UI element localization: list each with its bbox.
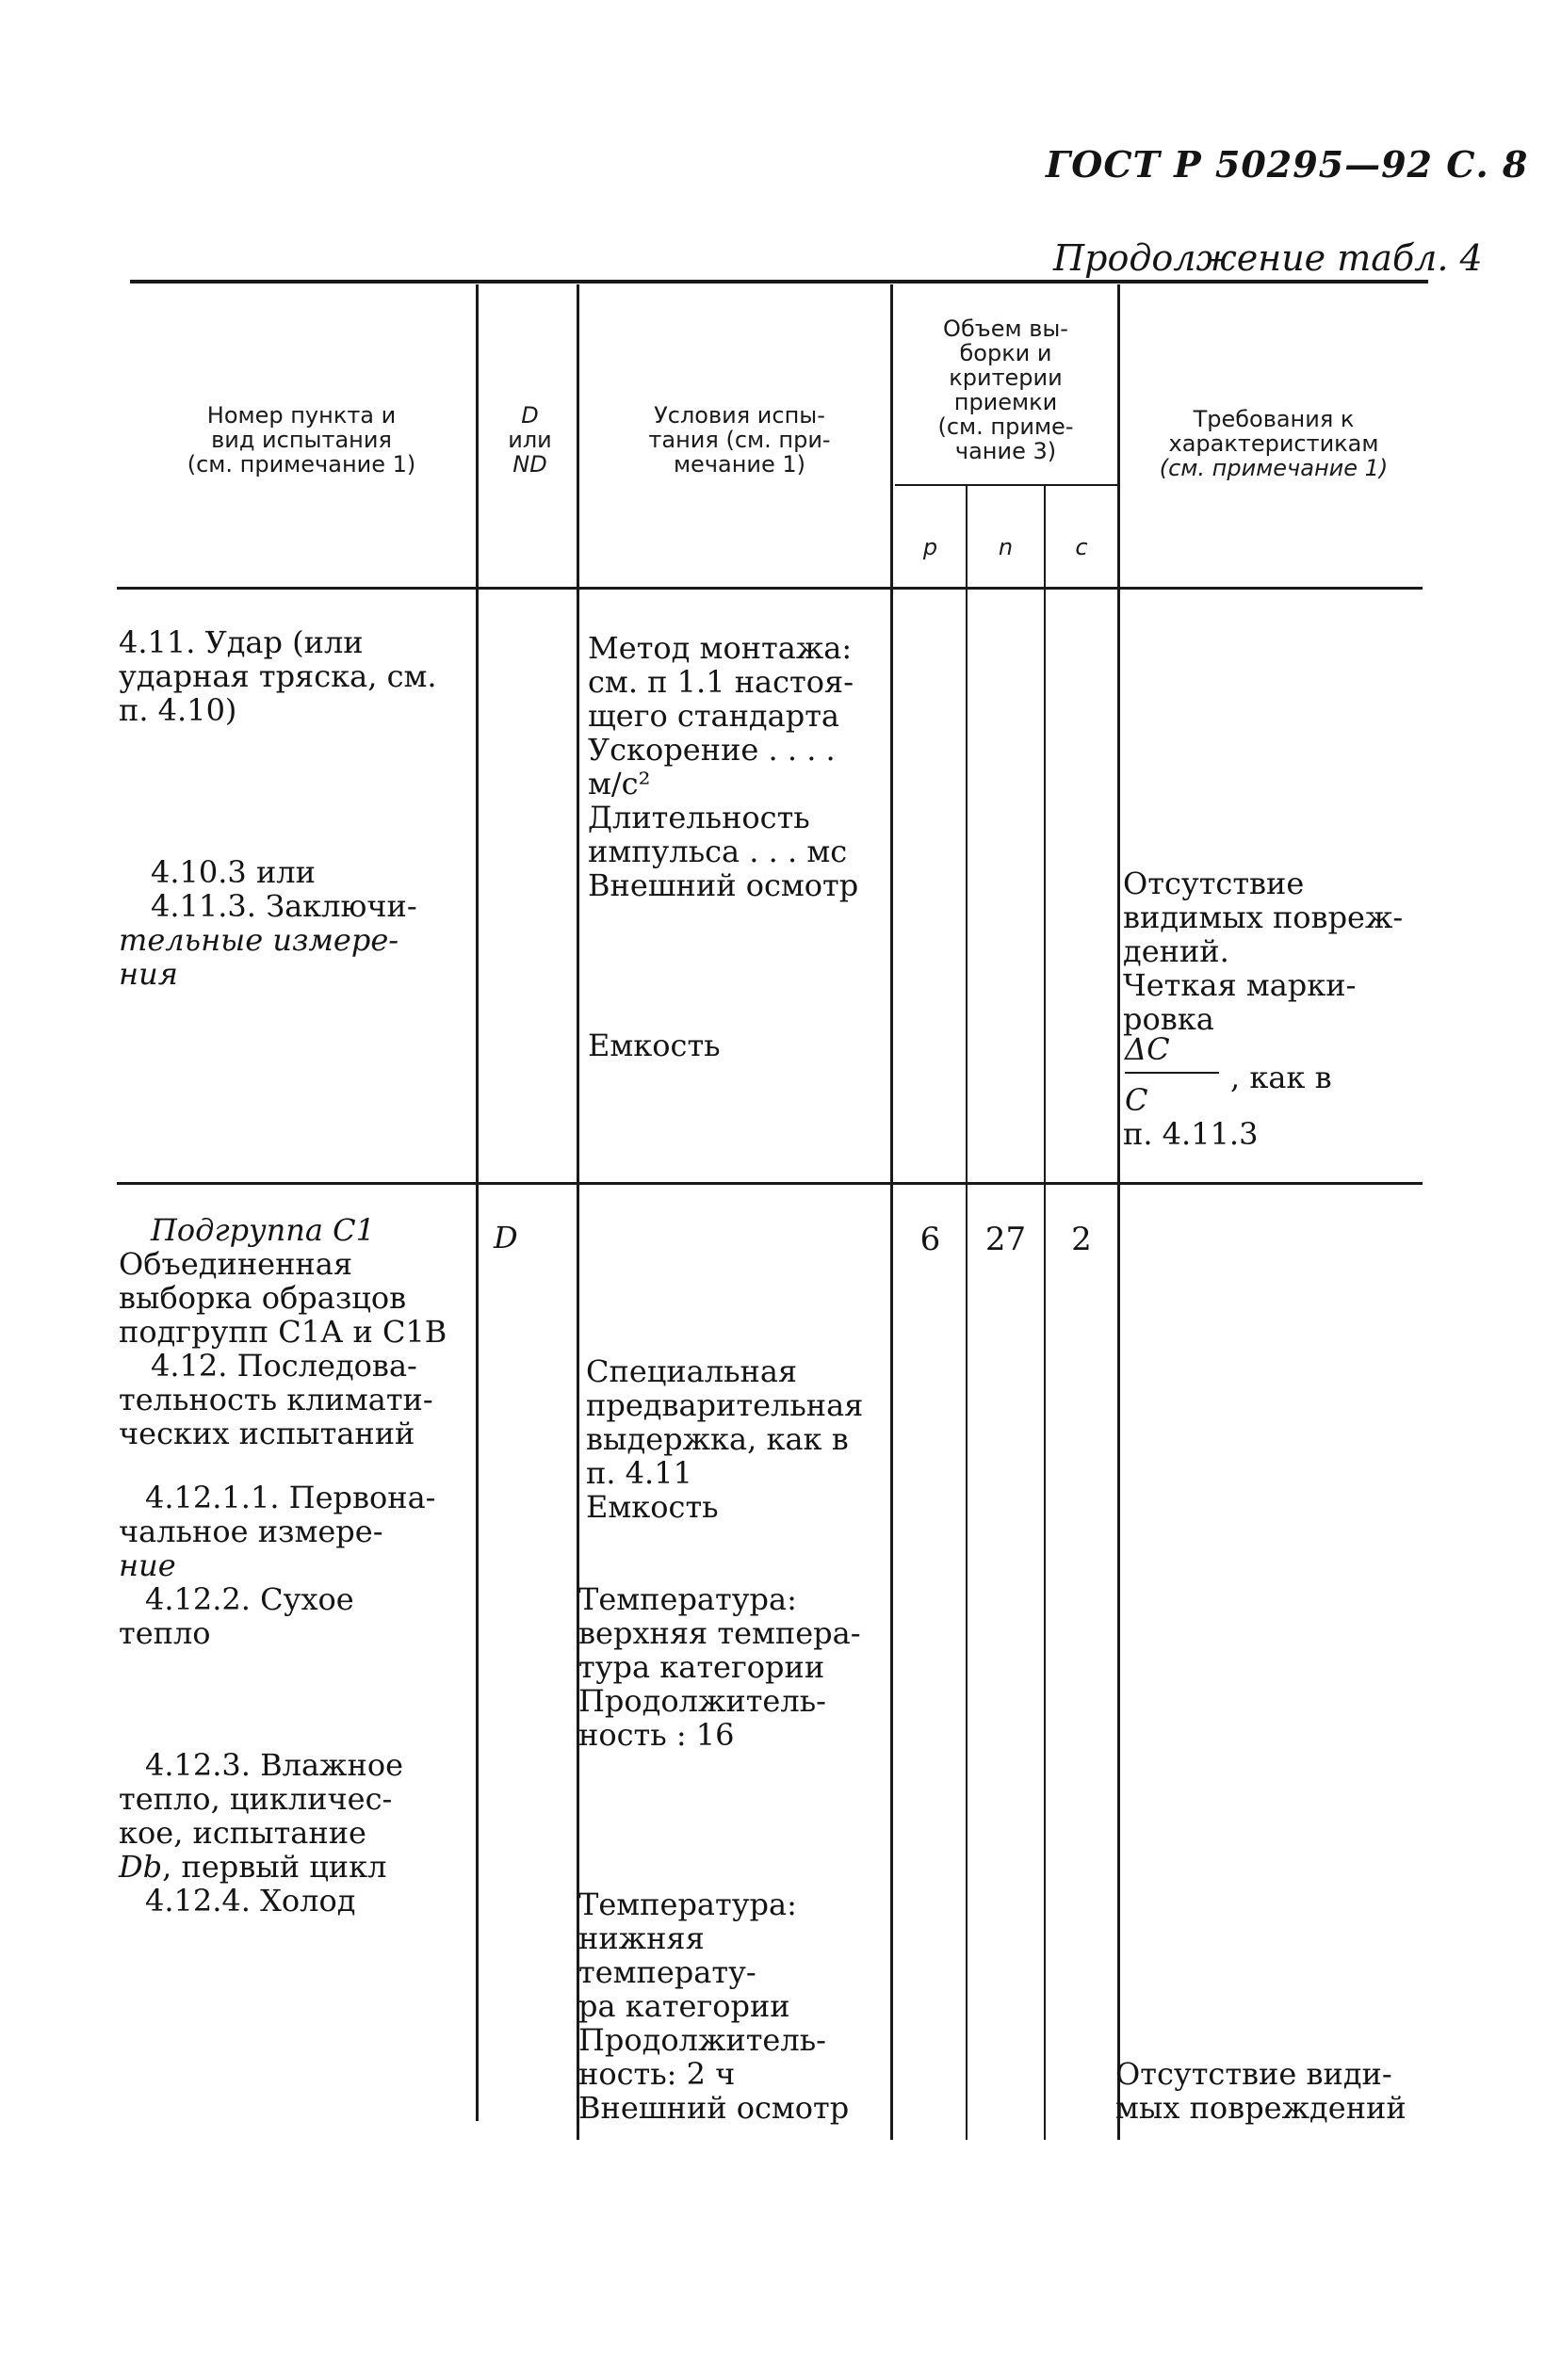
header-sample: Объем вы- борки и критерии приемки (см. приме- чание 3) [937, 316, 1074, 464]
item-4-10-3: 4.10.3 или 4.11.3. Заключи- [151, 854, 417, 924]
col-rule-3 [890, 284, 893, 2140]
item-4-11: 4.11. Удар (или ударная тряска, см. п. 4.10) [119, 624, 437, 728]
d-value: D [494, 1220, 518, 1255]
conditions-shock: Метод монтажа: см. п 1.1 настоя- щего стандарта Ускорение . . . . м/с² Длительность импульса . . . мс Внешний осмотр [588, 630, 859, 903]
item-combined-sample: Объединенная выборка образцов подгрупп С1А и С1В 4.12. Последова- тельность климати- ческих испытаний [119, 1246, 447, 1451]
sample-subheader-rule [895, 484, 1117, 486]
subgroup-title: Подгруппа С1 [151, 1212, 375, 1248]
fraction-bar [1125, 1072, 1219, 1074]
header-conditions: Условия испы- тания (см. при- мечание 1) [648, 402, 831, 478]
top-rule [130, 280, 1428, 283]
block-divider-rule [117, 1182, 1423, 1185]
col-rule-2 [577, 284, 579, 2140]
header-d-nd: D или ND [508, 402, 552, 478]
item-final-measurements: тельные измере- ния [119, 922, 399, 992]
p-value: 6 [919, 1221, 941, 1258]
header-bottom-rule [117, 587, 1423, 590]
col-rule-5 [1044, 486, 1046, 2140]
conditions-capacitance: Емкость [588, 1028, 721, 1063]
header-p: p [922, 534, 938, 560]
header-c: c [1075, 534, 1088, 560]
requirements-block1: Отсутствие видимых повреж- дений. Четкая марки- ровка [1123, 866, 1404, 1037]
item-4-12-1-1: 4.12.1.1. Первона- чальное измере- ние 4.12.2. Сухое тепло [119, 1480, 436, 1651]
header-n: n [998, 534, 1014, 560]
conditions-cold: Температура: нижняя температу- ра категории Продолжитель- ность: 2 ч Внешний осмотр [578, 1886, 850, 2126]
header-item: Номер пункта и вид испытания (см. примечание 1) [187, 402, 416, 478]
requirements-ref: п. 4.11.3 [1123, 1116, 1259, 1152]
col-rule-4 [966, 486, 968, 2140]
item-4-12-3: 4.12.3. Влажное тепло, цикличес- кое, испытание Db, первый цикл 4.12.4. Холод [119, 1747, 404, 1919]
requirements-block2: Отсутствие види- мых повреждений [1115, 2056, 1407, 2126]
c-value: 2 [1071, 1221, 1092, 1258]
fraction-tail: , как в [1230, 1060, 1332, 1095]
col-rule-1 [476, 284, 479, 2121]
page-header: ГОСТ Р 50295—92 С. 8 [1046, 143, 1529, 186]
fraction-denominator: C [1125, 1082, 1148, 1118]
fraction-numerator: ΔC [1125, 1031, 1170, 1067]
header-requirements: Требования к характеристикам (см. примечание 1) [1159, 406, 1389, 481]
conditions-dry-heat: Температура: верхняя темпера- тура категории Продолжитель- ность : 16 [578, 1581, 861, 1753]
n-value: 27 [984, 1221, 1027, 1258]
conditions-preconditioning: Специальная предварительная выдержка, как в п. 4.11 Емкость [586, 1353, 864, 1525]
table-continuation-label: Продолжение табл. 4 [1053, 237, 1483, 279]
col-rule-6 [1117, 284, 1120, 2140]
